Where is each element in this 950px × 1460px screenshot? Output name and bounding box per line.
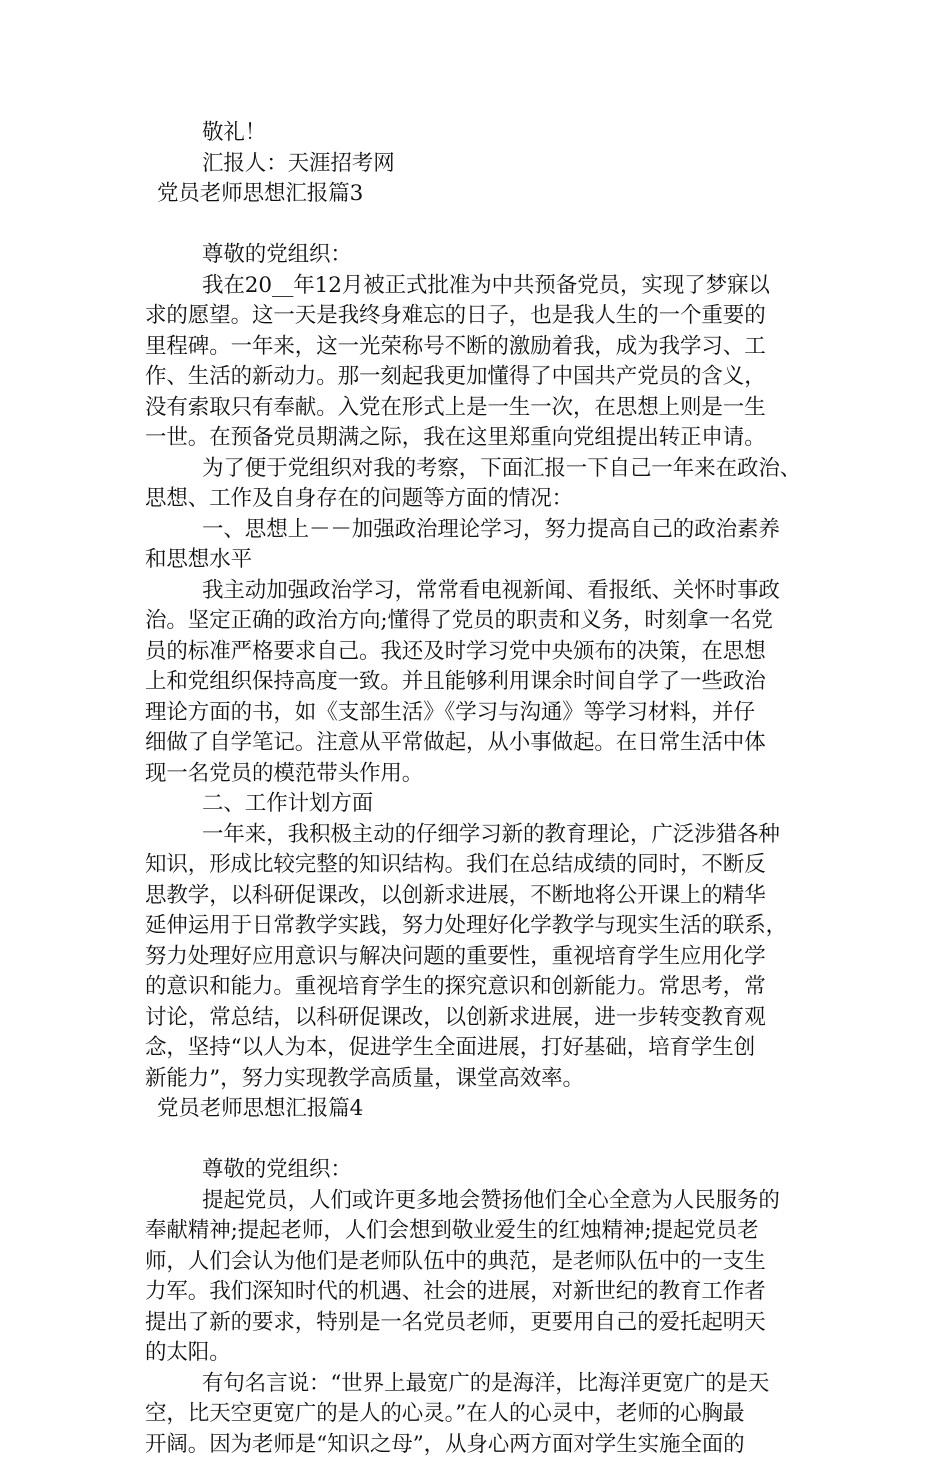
text-line: 一世。在预备党员期满之际，我在这里郑重向党组提出转正申请。: [145, 423, 815, 454]
text-line: 有句名言说：“世界上最宽广的是海洋，比海洋更宽广的是天: [145, 1369, 815, 1400]
text-line: 我主动加强政治学习，常常看电视新闻、看报纸、关怀时事政: [145, 576, 815, 607]
text-line: 知识，形成比较完整的知识结构。我们在总结成绩的同时，不断反: [145, 850, 815, 881]
text-line: 力军。我们深知时代的机遇、社会的进展，对新世纪的教育工作者: [145, 1277, 815, 1308]
text-line: 二、工作计划方面: [145, 789, 815, 820]
text-line: 一年来，我积极主动的仔细学习新的教育理论，广泛涉猎各种: [145, 820, 815, 851]
section-heading: 党员老师思想汇报篇4: [145, 1094, 815, 1125]
text-line: 治。坚定正确的政治方向;懂得了党员的职责和义务，时刻拿一名党: [145, 606, 815, 637]
text-line: 求的愿望。这一天是我终身难忘的日子，也是我人生的一个重要的: [145, 301, 815, 332]
text-line: 的意识和能力。重视培育学生的探究意识和创新能力。常思考，常: [145, 972, 815, 1003]
text-line: 尊敬的党组织：: [145, 1155, 815, 1186]
text-line: 理论方面的书，如《支部生活》《学习与沟通》等学习材料，并仔: [145, 698, 815, 729]
text-line: 新能力”，努力实现教学高质量，课堂高效率。: [145, 1064, 815, 1095]
text-line: 努力处理好应用意识与解决问题的重要性，重视培育学生应用化学: [145, 942, 815, 973]
text-line: 奉献精神;提起老师，人们会想到敬业爱生的红烛精神;提起党员老: [145, 1216, 815, 1247]
text-line: 讨论，常总结，以科研促课改，以创新求进展，进一步转变教育观: [145, 1003, 815, 1034]
text-line: 的太阳。: [145, 1338, 815, 1369]
section-heading: 党员老师思想汇报篇3: [145, 179, 815, 210]
text-line: 里程碑。一年来，这一光荣称号不断的激励着我，成为我学习、工: [145, 332, 815, 363]
text-line: 没有索取只有奉献。入党在形式上是一生一次，在思想上则是一生: [145, 393, 815, 424]
text-line: 思想、工作及自身存在的问题等方面的情况：: [145, 484, 815, 515]
text-line: 为了便于党组织对我的考察，下面汇报一下自己一年来在政治、: [145, 454, 815, 485]
text-line: 现一名党员的模范带头作用。: [145, 759, 815, 790]
text-line: 上和党组织保持高度一致。并且能够利用课余时间自学了一些政治: [145, 667, 815, 698]
text-line: 细做了自学笔记。注意从平常做起，从小事做起。在日常生活中体: [145, 728, 815, 759]
text-line: 提起党员，人们或许更多地会赞扬他们全心全意为人民服务的: [145, 1186, 815, 1217]
text-line: 一、思想上－－加强政治理论学习，努力提高自己的政治素养: [145, 515, 815, 546]
document-body: [145, 118, 815, 1460]
text-line: 员的标准严格要求自己。我还及时学习党中央颁布的决策，在思想: [145, 637, 815, 668]
blank-line: [145, 1125, 815, 1156]
text-line: 作、生活的新动力。那一刻起我更加懂得了中国共产党员的含义，: [145, 362, 815, 393]
text-line: 尊敬的党组织：: [145, 240, 815, 271]
text-line: 提出了新的要求，特别是一名党员老师，更要用自己的爱托起明天: [145, 1308, 815, 1339]
text-line: 汇报人：天涯招考网: [145, 149, 815, 180]
text-line: 延伸运用于日常教学实践，努力处理好化学教学与现实生活的联系，: [145, 911, 815, 942]
text-line: 开阔。因为老师是“知识之母”，从身心两方面对学生实施全面的: [145, 1430, 815, 1460]
text-line: 我在20__年12月被正式批准为中共预备党员，实现了梦寐以: [145, 271, 815, 302]
text-line: 念，坚持“以人为本，促进学生全面进展，打好基础，培育学生创: [145, 1033, 815, 1064]
text-line: 思教学，以科研促课改，以创新求进展，不断地将公开课上的精华: [145, 881, 815, 912]
text-line: 师，人们会认为他们是老师队伍中的典范，是老师队伍中的一支生: [145, 1247, 815, 1278]
text-line: 敬礼！: [145, 118, 815, 149]
text-line: 和思想水平: [145, 545, 815, 576]
text-line: 空，比天空更宽广的是人的心灵。”在人的心灵中，老师的心胸最: [145, 1399, 815, 1430]
blank-line: [145, 210, 815, 241]
